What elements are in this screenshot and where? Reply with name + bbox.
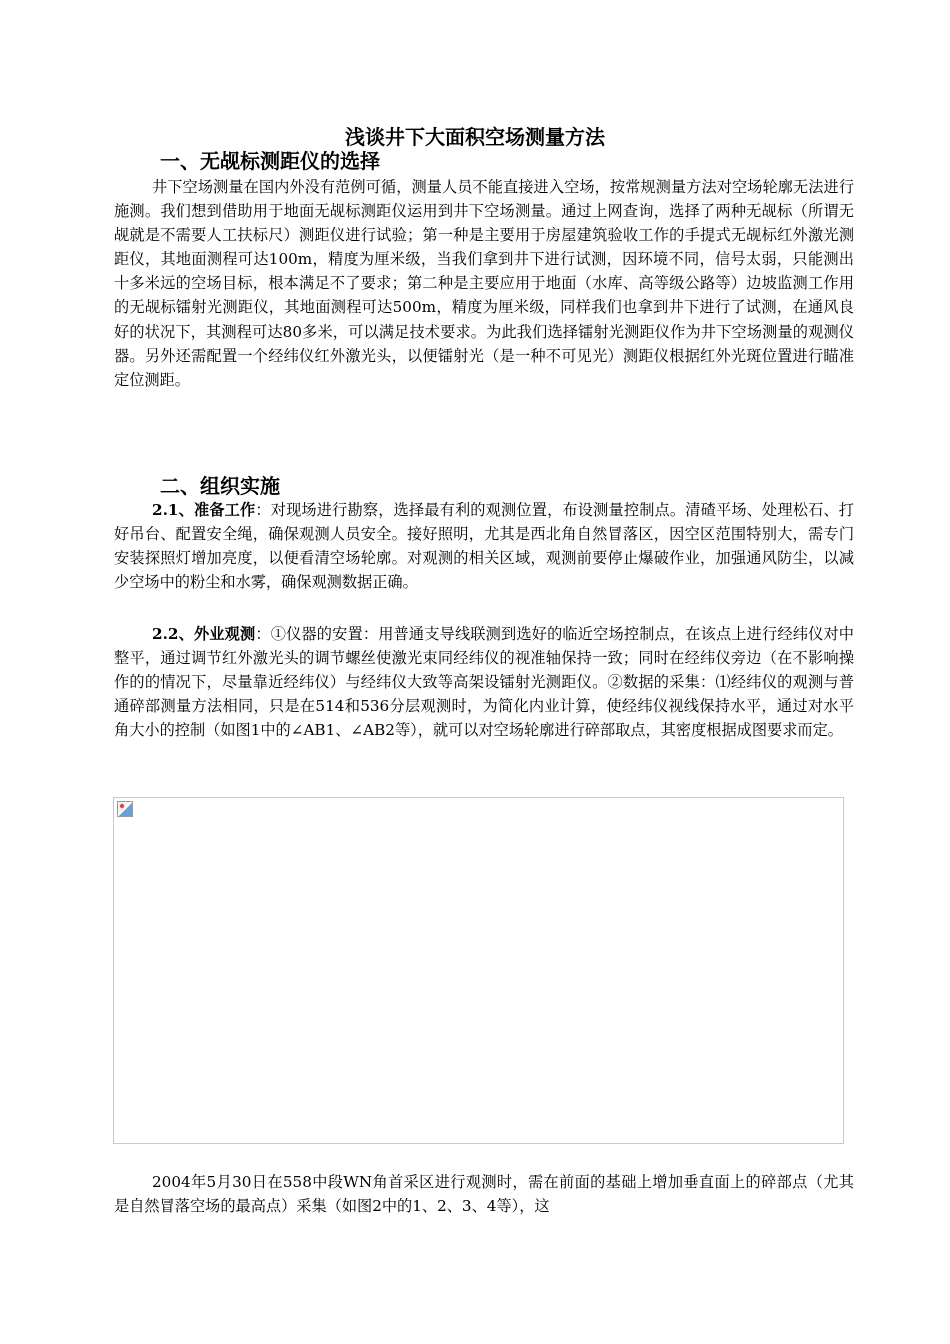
paragraph-2-1 xyxy=(114,498,854,594)
paragraph-2-2-lead: 2.2、外业观测 xyxy=(152,625,256,643)
section-1-paragraph: 井下空场测量在国内外没有范例可循，测量人员不能直接进入空场，按常规测量方法对空场轮廓无法进行施测。我们想到借助用于地面无觇标测距仪运用到井下空场测量。通过上网查询，选择了两种无觇标（所谓无觇就是不需要人工扶标尺）测距仪进行试验；第一种是主要用于房屋建筑验收工作的手提式无觇标红外激光测距仪，其地面测程可达100m，精度为厘米级，当我们拿到井下进行试测，因环境不同，信号太弱，只能测出十多米远的空场目标，根本满足不了要求；第二种是主要应用于地面（水库、高等级公路等）边坡监测工作用的无觇标镭射光测距仪，其地面测程可达500m，精度为厘米级，同样我们也拿到井下进行了试测，在通风良好的状况下，其测程可达80多米，可以满足技术要求。为此我们选择镭射光测距仪作为井下空场测量的观测仪器。另外还需配置一个经纬仪红外激光头，以便镭射光（是一种不可见光）测距仪根据红外光斑位置进行瞄准定位测距。 xyxy=(114,178,854,389)
paragraph-2-1-lead: 2.1、准备工作 xyxy=(152,501,256,519)
broken-image-icon xyxy=(117,801,133,817)
document-title: 浅谈井下大面积空场测量方法 xyxy=(345,125,605,149)
paragraph-2-1-body: ：对现场进行勘察，选择最有利的观测位置，布设测量控制点。清碴平场、处理松石、打好吊台、配置安全绳，确保观测人员安全。接好照明，尤其是西北角自然冒落区，因空区范围特别大，需专门安装探照灯增加亮度，以便看清空场轮廓。对观测的相关区域，观测前要停止爆破作业，加强通风防尘，以减少空场中的粉尘和水雾，确保观测数据正确。 xyxy=(114,501,854,592)
section-1-heading: 一、无觇标测距仪的选择 xyxy=(160,149,380,173)
section-2-heading: 二、组织实施 xyxy=(160,474,280,498)
paragraph-2-2 xyxy=(114,622,854,742)
figure-placeholder xyxy=(113,797,844,1144)
paragraph-2-2-body: ：①仪器的安置：用普通支导线联测到选好的临近空场控制点，在该点上进行经纬仪对中整平，通过调节红外激光头的调节螺丝使激光束同经纬仪的视准轴保持一致；同时在经纬仪旁边（在不影响操作的的情况下，尽量靠近经纬仪）与经纬仪大致等高架设镭射光测距仪。②数据的采集：⑴经纬仪的观测与普通碎部测量方法相同，只是在514和536分层观测时，为简化内业计算，使经纬仪视线保持水平，通过对水平角大小的控制（如图1中的∠AB1、∠AB2等），就可以对空场轮廓进行碎部取点，其密度根据成图要求而定。 xyxy=(114,625,854,740)
paragraph-2-3: 2004年5月30日在558中段WN角首采区进行观测时，需在前面的基础上增加垂直面上的碎部点（尤其是自然冒落空场的最高点）采集（如图2中的1、2、3、4等），这 xyxy=(114,1173,854,1216)
